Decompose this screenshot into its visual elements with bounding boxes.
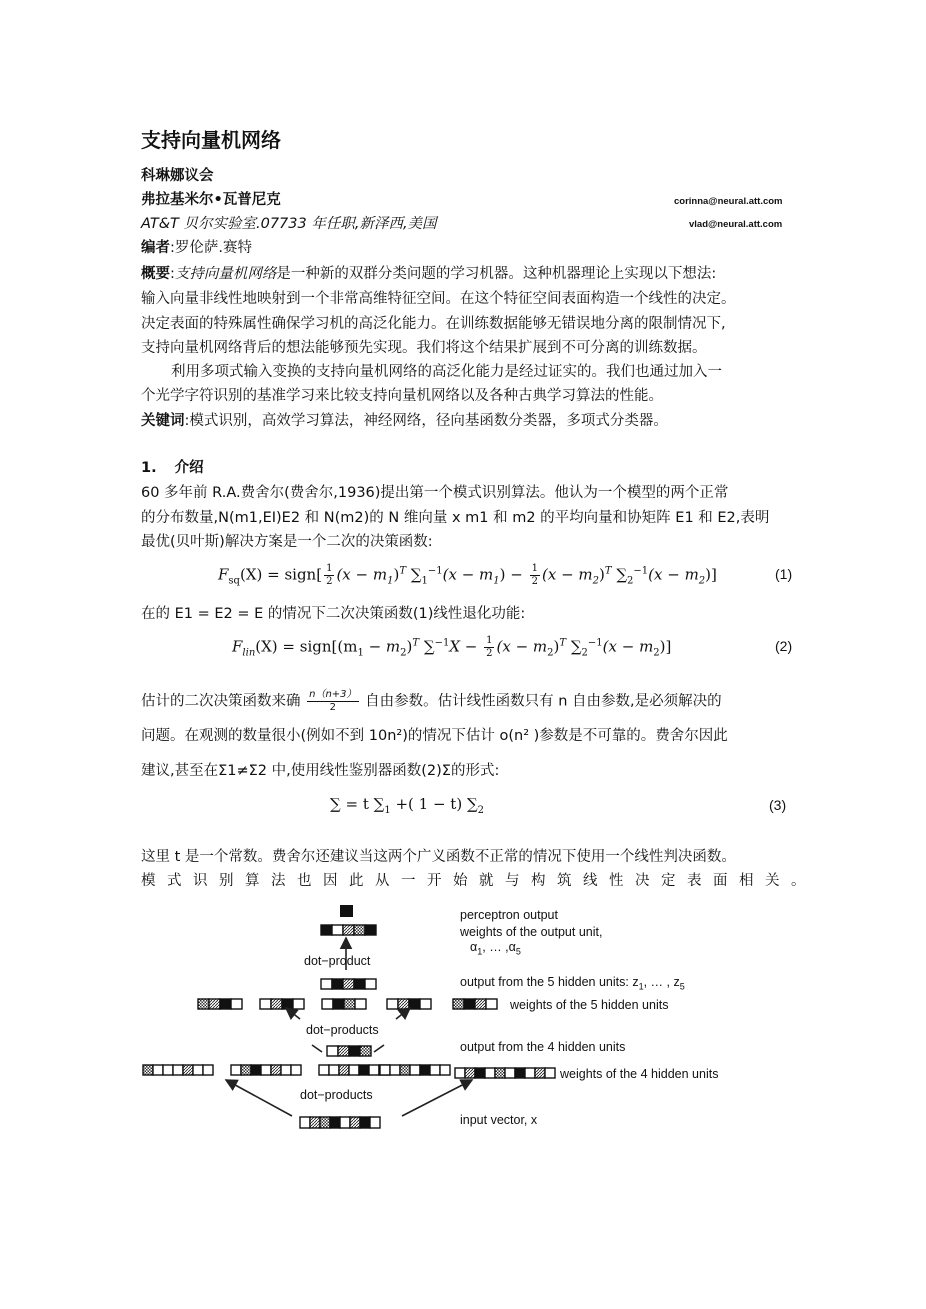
network-diagram-svg: [140, 892, 760, 1137]
eq1-body2: ): [393, 565, 400, 584]
label-dot-products-1: dot−products: [306, 1023, 379, 1037]
equation-3-number: (3): [769, 797, 787, 813]
eq1-lhs: F: [218, 565, 229, 584]
input-vector: [300, 1117, 380, 1128]
eq1-lhs-sub: sq: [228, 575, 240, 587]
eq1-sigma2-sub: 2: [627, 575, 634, 587]
label-dot-product: dot−product: [304, 954, 371, 968]
eq1-body8: )]: [705, 565, 717, 584]
label-weights-output-unit: weights of the output unit,: [460, 925, 603, 939]
eq1-half-den: 2: [326, 576, 333, 587]
eq1-body7: (x − m: [648, 565, 699, 584]
hidden5-output-vector: [321, 979, 376, 989]
hidden5-weights-3: [322, 999, 366, 1009]
eq2-a9: (x − m: [602, 637, 654, 656]
label-output-5-hidden-text: output from the 5 hidden units: z: [460, 975, 639, 989]
intro-line-7: 建议,甚至在Σ1≠Σ2 中,使用线性鉴别器函数(2)Σ的形式:: [141, 763, 500, 779]
param-frac-den: 2: [329, 702, 336, 713]
eq3-text2: +( 1 − t) ∑: [390, 795, 478, 813]
label-perceptron-output: perceptron output: [460, 908, 558, 922]
output-weights-vector: [321, 925, 376, 935]
eq2-half-den: 2: [486, 648, 493, 659]
eq1-half2-num: 1: [531, 563, 538, 574]
eq1-s2: 1: [493, 575, 500, 587]
editor-label: 编者: [141, 240, 170, 256]
network-diagram: [140, 892, 760, 1137]
intro-line-9: 模式识别算法也因此从一开始就与构筑线性决定表面相关。: [141, 873, 817, 889]
eq1-sigma-2: ∑: [616, 565, 628, 584]
eq1-half-2: [530, 563, 540, 588]
eq2-sigma: ∑: [423, 637, 435, 656]
eq1-s3: 2: [592, 575, 599, 587]
eq1-body5: (x − m: [541, 565, 593, 584]
eq1-s1: 1: [387, 575, 394, 587]
label-alpha-sub5: 5: [515, 946, 521, 957]
section-heading: [141, 456, 204, 477]
eq1-inv: −1: [427, 565, 443, 577]
label-dot-products-2: dot−products: [300, 1088, 373, 1102]
label-z-mid: , … , z: [643, 975, 680, 989]
hidden4-weights-1: [143, 1065, 213, 1075]
equation-3: [330, 795, 484, 816]
label-alpha-sub1: 1: [477, 946, 483, 957]
hidden4-weights-legend: [455, 1068, 555, 1078]
eq1-half: [324, 563, 334, 588]
label-z-sub1: 1: [638, 981, 644, 992]
label-output-4-hidden: output from the 4 hidden units: [460, 1040, 626, 1054]
equation-1: [218, 563, 717, 588]
section-number: 1.: [141, 460, 157, 476]
param-frac-num: n（n+3）: [309, 689, 357, 700]
section-title: 介绍: [174, 460, 204, 476]
label-weights-5-hidden: weights of the 5 hidden units: [510, 998, 669, 1012]
eq1-half2-den: 2: [531, 576, 538, 587]
eq1-inv2: −1: [633, 565, 649, 577]
hidden5-weights-5: [453, 999, 497, 1009]
eq2-inv2: −1: [587, 637, 603, 649]
eq1-body1: (x − m: [336, 565, 388, 584]
intro-line-5: [141, 689, 722, 714]
equation-1-number: (1): [775, 566, 793, 582]
intro-line-8: 这里 t 是一个常数。费舍尔还建议当这两个广义函数不正常的情况下使用一个线性判决函数。: [141, 849, 736, 865]
param-count-fraction: [307, 689, 358, 714]
abstract-colon: :: [170, 266, 175, 282]
eq2-T: T: [412, 637, 420, 649]
abstract-label: 概要: [141, 266, 170, 282]
equation-2-number: (2): [775, 638, 793, 654]
author-1-email: corinna@neural.att.com: [674, 196, 783, 207]
eq1-s4: 2: [698, 575, 706, 587]
hidden4-weights-3: [319, 1065, 389, 1075]
intro-line-2: 的分布数量,N(m1,EI)E2 和 N(m2)的 N 维向量 x m1 和 m2 的平均向量和协矩阵 E1 和 E2,表明: [141, 510, 770, 526]
eq2-a10: 2: [653, 647, 660, 659]
arrow-left-lower: [226, 1080, 292, 1116]
eq1-sigma-sub: 1: [421, 575, 428, 587]
label-output-5-hidden: [460, 975, 685, 992]
author-2-email: vlad@neural.att.com: [689, 219, 783, 230]
eq1-half-num: 1: [326, 563, 333, 574]
abstract-line-6: 个光学字符识别的基准学习来比较支持向量机网络以及各种古典学习算法的性能。: [141, 388, 663, 404]
intro-line-5-b: 自由参数。估计线性函数只有 n 自由参数,是必须解决的: [365, 693, 722, 710]
bracket-left: [312, 1045, 322, 1052]
eq1-T: T: [399, 565, 406, 577]
eq1-body3: (x − m: [442, 565, 494, 584]
eq2-a6: (x − m: [496, 637, 548, 656]
eq2-arg: (X) = sign[(m: [255, 637, 358, 656]
hidden5-weights-1: [198, 999, 242, 1009]
bracket-right: [374, 1045, 384, 1052]
eq2-a4: ): [406, 637, 413, 656]
eq2-a11: )]: [659, 637, 672, 656]
eq1-T2: T: [604, 565, 612, 577]
label-alpha-mid: , … ,α: [482, 940, 516, 954]
eq2-a1: 1: [357, 647, 364, 659]
eq2-a2: − m: [363, 637, 401, 656]
intro-line-5-a: 估计的二次决策函数来确: [141, 693, 301, 710]
eq1-body4: ) −: [499, 565, 528, 584]
abstract-line-1: [141, 262, 716, 283]
equation-2: [232, 635, 671, 660]
author-1-name: 科琳娜议会: [141, 168, 214, 184]
hidden4-output-vector: [327, 1046, 371, 1056]
eq1-sigma: ∑: [410, 565, 422, 584]
hidden5-weights-4: [387, 999, 431, 1009]
affiliation: AT&T 贝尔实验室.07733 年任职,新泽西,美国: [141, 216, 437, 232]
intro-line-6: 问题。在观测的数量很小(例如不到 10n²)的情况下估计 o(n² )参数是不可靠的。费舍尔因此: [141, 728, 728, 744]
editor-value: :罗伦萨.赛特: [170, 240, 252, 256]
eq2-a5: X −: [449, 637, 483, 656]
eq2-lhs-sub: lin: [242, 647, 256, 659]
label-input-vector: input vector, x: [460, 1113, 538, 1127]
eq2-sigma-2: ∑: [570, 637, 582, 656]
abstract-line-4: 支持向量机网络背后的想法能够预先实现。我们将这个结果扩展到不可分离的训练数据。: [141, 340, 707, 356]
eq3-s2: 2: [477, 805, 485, 816]
eq2-half: [484, 635, 494, 660]
label-alpha: α: [470, 940, 478, 954]
eq2-lhs: F: [232, 637, 243, 656]
hidden4-weights-4: [380, 1065, 450, 1075]
abstract-term: 支持向量机网络: [174, 266, 277, 282]
eq1-body6: ): [599, 565, 605, 584]
eq3-s1: 1: [384, 805, 391, 816]
eq2-half-num: 1: [486, 635, 493, 646]
keywords-line: [141, 409, 668, 430]
label-alphas: [470, 940, 521, 957]
eq3-text1: ∑ = t ∑: [330, 795, 385, 813]
intro-line-4: 在的 E1 = E2 = E 的情况下二次决策函数(1)线性退化功能:: [141, 606, 526, 622]
abstract-line-5: 利用多项式输入变换的支持向量机网络的高泛化能力是经过证实的。我们也通过加入一: [171, 364, 722, 380]
hidden4-weights-2: [231, 1065, 301, 1075]
eq2-sigma2-sub: 2: [581, 647, 588, 659]
arrow-right-lower: [402, 1080, 472, 1116]
keywords-value: :模式识别，高效学习算法，神经网络，径向基函数分类器，多项式分类器。: [184, 413, 668, 429]
hidden5-weights-2: [260, 999, 304, 1009]
label-z-sub5: 5: [679, 981, 685, 992]
keywords-label: 关键词: [141, 413, 185, 429]
abstract-line-1-rest: 是一种新的双群分类问题的学习机器。这种机器理论上实现以下想法:: [276, 266, 717, 282]
output-cell: [340, 905, 353, 917]
eq2-a8: ): [553, 637, 560, 656]
label-weights-4-hidden: weights of the 4 hidden units: [560, 1067, 719, 1081]
editor-line: [141, 236, 252, 257]
eq1-arg: (X) = sign[: [239, 565, 323, 584]
eq2-T2: T: [559, 637, 567, 649]
eq2-inv: −1: [434, 637, 450, 649]
paper-title: 支持向量机网络: [141, 128, 281, 152]
intro-line-3: 最优(贝叶斯)解决方案是一个二次的决策函数:: [141, 534, 433, 550]
intro-line-1: 60 多年前 R.A.费舍尔(费舍尔,1936)提出第一个模式识别算法。他认为一个模型的两个正常: [141, 485, 729, 501]
author-2-name: 弗拉基米尔•瓦普尼克: [141, 192, 281, 208]
abstract-line-3: 决定表面的特殊属性确保学习机的高泛化能力。在训练数据能够无错误地分离的限制情况下,: [141, 316, 726, 332]
eq2-a7: 2: [547, 647, 554, 659]
abstract-line-2: 输入向量非线性地映射到一个非常高维特征空间。在这个特征空间表面构造一个线性的决定。: [141, 291, 736, 307]
eq2-a3: 2: [400, 647, 407, 659]
